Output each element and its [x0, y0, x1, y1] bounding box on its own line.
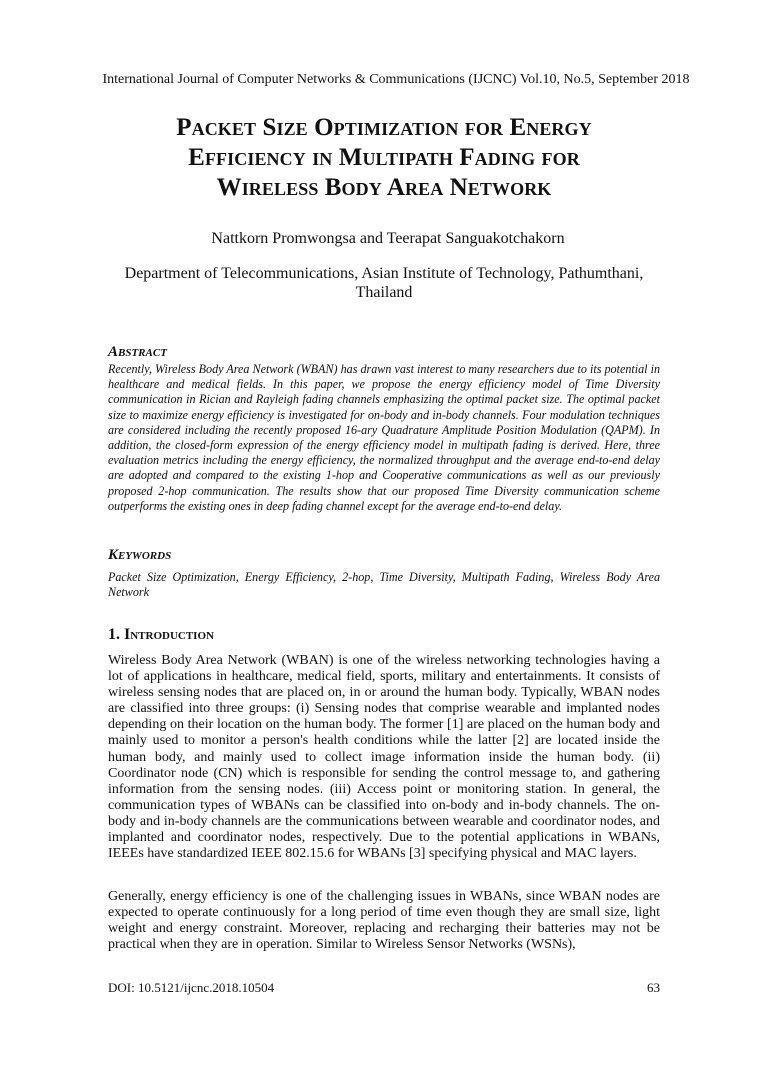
authors: Nattkorn Promwongsa and Teerapat Sanguakotchakorn: [211, 230, 565, 247]
title-line-3: Wireless Body Area Network: [216, 174, 552, 201]
doi: DOI: 10.5121/ijcnc.2018.10504: [108, 980, 275, 995]
intro-paragraph-1: Wireless Body Area Network (WBAN) is one of the wireless networking technologies having a lot of applications in healthcare, medical field, sports, military and entertainments. It consists of wireless sensing nodes that are placed on, in or around the human body. Typically, WBAN nodes are classified into three groups: (i) Sensing nodes that comprise wearable and implanted nodes depending on their location on the human body. The former [1] are placed on the human body and mainly used to monitor a person's health conditions while the latter [2] are located inside the human body, and mainly used to collect image information inside the human body. (ii) Coordinator node (CN) which is responsible for sending the control message to, and gathering information from the sensing nodes. (iii) Access point or monitoring station. In general, the communication types of WBANs can be classified into on-body and in-body channels. The on-body and in-body channels are the communications between wearable and coordinator nodes, and implanted and coordinator nodes, respectively. Due to the potential applications in WBANs, IEEEs have standardized IEEE 802.15.6 for WBANs [3] specifying physical and MAC layers.: [108, 653, 660, 862]
introduction-heading: 1. Introduction: [108, 626, 214, 643]
page-number: 63: [647, 980, 660, 995]
keywords-heading: Keywords: [108, 547, 172, 563]
affiliation: Department of Telecommunications, Asian Institute of Technology, Pathumthani, Thailand: [124, 265, 644, 301]
intro-paragraph-2: Generally, energy efficiency is one of the challenging issues in WBANs, since WBAN nodes are expected to operate continuously for a long period of time even though they are small size, light weight and energy constraint. Moreover, replacing and recharging their batteries may not be practical when they are in operation. Similar to Wireless Sensor Networks (WSNs),: [108, 889, 660, 953]
journal-header: International Journal of Computer Networks & Communications (IJCNC) Vol.10, No.5, September 2018: [102, 72, 690, 87]
abstract-heading: Abstract: [108, 344, 167, 360]
paper-title: [0, 113, 768, 203]
title-line-1: Packet Size Optimization for Energy: [176, 114, 592, 141]
title-line-2: Efficiency in Multipath Fading for: [188, 144, 580, 171]
page-footer: [108, 980, 660, 996]
keywords-text: Packet Size Optimization, Energy Efficiency, 2-hop, Time Diversity, Multipath Fading, Wireless Body Area Network: [108, 570, 660, 600]
abstract-text: Recently, Wireless Body Area Network (WBAN) has drawn vast interest to many researchers due to its potential in healthcare and medical fields. In this paper, we propose the energy efficiency model of Time Diversity communication in Rician and Rayleigh fading channels emphasizing the optimal packet size. The optimal packet size to maximize energy efficiency is investigated for on-body and in-body channels. Four modulation techniques are considered including the recently proposed 16-ary Quadrature Amplitude Position Modulation (QAPM). In addition, the closed-form expression of the energy efficiency model in multipath fading is derived. Here, three evaluation metrics including the energy efficiency, the normalized throughput and the average end-to-end delay are adopted and compared to the existing 1-hop and Cooperative communications as well as our previously proposed 2-hop communication. The results show that our proposed Time Diversity communication scheme outperforms the existing ones in deep fading channel except for the average end-to-end delay.: [108, 362, 660, 513]
